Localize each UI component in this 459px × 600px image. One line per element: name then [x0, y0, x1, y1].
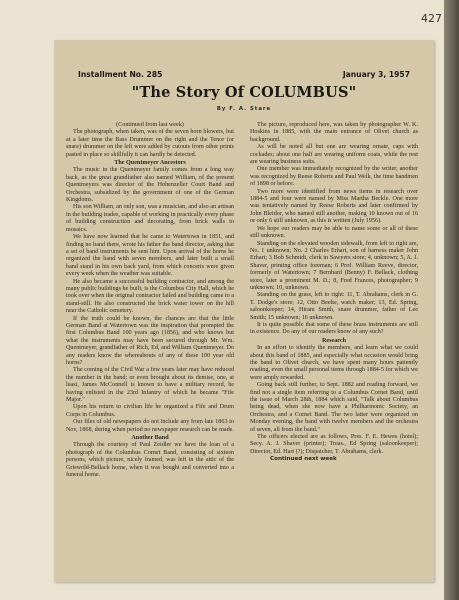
- installment-label: Installment No. 285: [78, 70, 163, 79]
- paragraph: The officers elected are as follows, Pres. F. E. Hewes (hotel); Secy. A. J. Shaver (printer); Treas., Ed Spring (saloonkeeper); Director, Ed. Hart (?); Dispatcher, T. Abrahams, clerk.: [250, 434, 418, 455]
- paragraph: We hope our readers may be able to name some or all of these still unknown.: [250, 225, 418, 240]
- continued-note: (Continued from last week): [116, 122, 184, 128]
- continued-next-note: Continued next week: [270, 456, 337, 463]
- paragraph: As will be noted all but one are wearing ornate, caps with cockades; about one half are wearing uniform coats, while the rest are wearing business suits.: [250, 144, 418, 166]
- paragraph: Upon his return to civilian life he organized a Fife and Drum Corps in Columbus.: [66, 404, 234, 418]
- left-column: [66, 122, 234, 480]
- paragraph: If the truth could be known, the chances are that the little German Band at Watertown was the inspiration that prompted the first Columbus Band 100 years ago (1856), and who knows but what the instruments may have been secured through Mr. Wm. Quentmeyer, grandfather of Rich, Ed, and William Quentmeyer. Do any readers know the whereabouts of any of these 100 year old horns?: [66, 315, 234, 366]
- right-column: [250, 122, 418, 464]
- article-title: "The Story Of COLUMBUS": [131, 84, 357, 101]
- paragraph: We have now learned that he came to Watertown in 1851, and finding no band there, wrote his father the band director, asking that a set of band instruments be sent him. Upon arrival of the horns he organized the band with seven members, and later built a small band stand in his own back yard, from which concerts were given every week when the weather was suitable.: [66, 234, 234, 278]
- subheading: Research: [321, 337, 347, 344]
- paragraph: He also became a successful building contractor, and among the many public buildings he built, is the Columbus City Hall, which he took over when the original contractor failed and building came to a stand-still. He also constructed the brick water tower on the hill near the Catholic cemetery.: [66, 278, 234, 315]
- book-binding: [444, 0, 459, 600]
- newspaper-clipping: [54, 40, 434, 582]
- paragraph: Going back still further, to Sept. 1882 and reading forward, we find not a single item referring to a Columbus Cornet Band, until the issue of March 28th, 1884 which said, "Talk about Columbus being dead, when she now have a Philharmonic Society, an Orchestra, and a Cornet Band. The two latter were organized on Monday evening, the band with twelve members and the orchestra of seven, all from the band.": [250, 382, 418, 433]
- paragraph: Standing on the elevated wooden sidewalk, from left to right are, No. 1 unknown; No. 2 Charles Erhart, son of harness maker John Erhart; 3 Bob Schmidt, clerk in Sawyers store; 4, unknown; 5, A. J. Shaver, printing office foreman; 6 Prof. William Reeve, director, formerly of Watertown; 7 Bernhard (Benny) F. Bellack, clothing store, later a prominent M. D.; 8, Fred Frances, photographer; 9 unknown; 10, unknown.: [250, 240, 418, 291]
- paragraph: It is quite possible that some of these brass instruments are still in existence. Do any of our readers know of any such?: [250, 321, 418, 336]
- paragraph: Through the courtesy of Paul Zeidler we have the loan of a photograph of the Columbus Cornet Band, consisting of sixteen persons, which picture, nicely framed, was left in the attic of the Griswold-Bellack home, when it was bought and converted into a funeral home.: [66, 442, 234, 479]
- paragraph: The picture, reproduced here, was taken by photographer W. K. Hoskins in 1885, with the main entrance of Olivet church as background.: [250, 122, 418, 143]
- paragraph: The photograph, when taken, was of the seven horn blowers, but at a later time the Bass Drummer on the right and the Tenor (or snare) drummer on the left were added by cutouts from other prints pasted in place so skillfully it can hardly be detected.: [66, 129, 234, 158]
- subheading: Another Band: [131, 435, 169, 442]
- paragraph: The music in the Quentmeyer family comes from a long way back, as the great grandfather also named William, of the present Quentmeyers was director of the Hohenzeller Court Band and Orchestra, subsidized by the government of one of the German Kingdoms.: [66, 167, 234, 204]
- subheading: The Quentmeyer Ancestors: [114, 160, 186, 167]
- page-number: 427: [421, 12, 442, 25]
- paragraph: His son William, an only son, was a musician, and also an artisan in the building trades, capable of working in practically every phase of building construction and decorating, from brick walls to mosaics.: [66, 204, 234, 233]
- paragraph: Standing on the grass, left to right: 11, T. Abrahams, clerk in G. T. Dodge's store; 12, Otto Beelte, watch maker; 13, Ed. Spring, saloonkeeper; 14, Hiram Smith, snare drummer, father of Lee Smith; 15 unknown; 16 unknown.: [250, 292, 418, 321]
- paragraph: Two more were identified from news items in research over 1884-5 and four were named by Miss Martha Beckle. One more was tentatively named by Reese Roberts and later confirmed by John Bleidor, who named still another, making 10 known out of 16 or only 6 still unknown, as this is written (July 1956).: [250, 188, 418, 225]
- paragraph: One member was immediately recognized by the writer, another was recognized by Reese Roberts and Paul Welk, the time bandmen of 1898 or before.: [250, 166, 418, 188]
- paragraph: In an effort to identify the members, and learn what we could about this band of 1885, and especially what occasion would bring the band to Olivet church, we have spent many hours patiently reading, even the small personal items through 1884-5 for which we were amply rewarded.: [250, 345, 418, 381]
- paragraph: The coming of the Civil War a few years later may have reduced the number in the band; or even brought about its demise, one, at least, James McConnell is known to have a military record, he having enlisted in the 23rd Infantry of which he became "Fife Major.": [66, 367, 234, 404]
- date-label: January 3, 1957: [342, 70, 410, 79]
- byline: By F. A. Stare: [216, 106, 272, 112]
- paragraph: Our files of old newspapers do not include any from late 1863 to Nov, 1868, during when period no newspaper research can be made.: [66, 419, 234, 433]
